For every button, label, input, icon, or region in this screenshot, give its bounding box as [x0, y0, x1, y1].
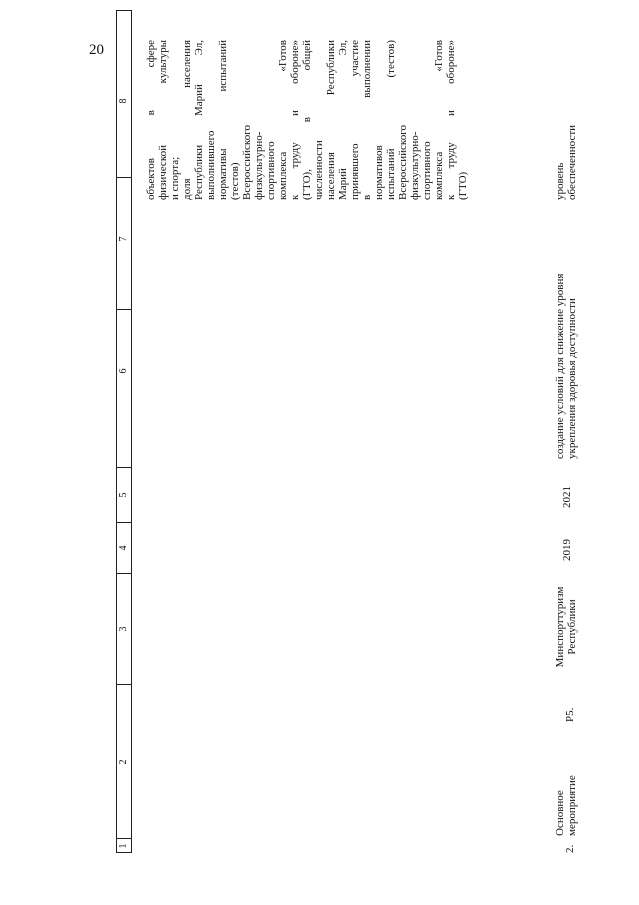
indicator-line: испытаний (тестов) — [385, 40, 397, 200]
expected-result — [554, 209, 578, 459]
indicator-line: населения Республики — [325, 40, 337, 200]
indicator-line: нормативов — [373, 145, 385, 200]
measure-name-line: мероприятие — [566, 775, 578, 836]
indicator-line: спортивного — [265, 141, 277, 200]
measure-name-line: Основное — [554, 790, 566, 836]
column-divider — [116, 177, 132, 178]
column-divider — [116, 522, 132, 523]
indicator-line: (ГТО), в общей — [301, 40, 313, 200]
indicator-line: Республики Марий Эл, — [193, 40, 205, 200]
indicator-text — [145, 40, 469, 200]
row-number: 2. — [564, 844, 576, 853]
indicator-line: физкультурно- — [253, 131, 265, 200]
indicator-line: комплекса «Готов — [433, 40, 445, 200]
column-divider — [116, 10, 132, 11]
start-year: 2019 — [561, 539, 573, 561]
column-header: 4 — [118, 545, 129, 551]
table-top-border — [116, 11, 117, 853]
indicator-line: к труду и обороне» — [445, 40, 457, 200]
column-header: 7 — [118, 236, 129, 242]
column-divider — [116, 309, 132, 310]
executor-line: Минспорттуризм — [554, 586, 566, 668]
next-indicator — [554, 125, 578, 200]
column-divider — [116, 573, 132, 574]
indicator-line: принявшего участие — [349, 40, 361, 200]
next-indicator-line: обеспеченности — [566, 124, 578, 200]
end-year: 2021 — [561, 486, 573, 508]
indicator-line: (тестов) — [229, 162, 241, 200]
column-header: 1 — [118, 843, 129, 849]
measure-name — [554, 775, 578, 836]
indicator-line: выполнившего — [205, 130, 217, 200]
indicator-line: Марий Эл, — [337, 40, 349, 200]
column-header: 6 — [118, 368, 129, 374]
indicator-line: и спорта; — [169, 156, 181, 200]
column-header: 3 — [118, 626, 129, 632]
result-line: укрепления здоровья доступности — [566, 298, 578, 459]
column-divider — [116, 467, 132, 468]
indicator-line: Всероссийского — [241, 125, 253, 200]
indicator-line: физкультурно- — [409, 131, 421, 200]
indicator-line: Всероссийского — [397, 125, 409, 200]
executor — [554, 584, 578, 670]
indicator-line: объектов в сфере — [145, 40, 157, 200]
indicator-line: комплекса «Готов — [277, 40, 289, 200]
result-line: создание условий для снижение уровня — [554, 273, 566, 459]
indicator-line: физической культуры — [157, 40, 169, 200]
page-number: 20 — [89, 42, 104, 58]
column-header: 2 — [118, 759, 129, 765]
indicator-line: нормативы испытаний — [217, 40, 229, 200]
measure-code: P5. — [564, 707, 576, 722]
header-bottom-border — [131, 11, 132, 853]
column-header: 8 — [118, 98, 129, 104]
column-header: 5 — [118, 492, 129, 498]
indicator-line: к труду и обороне» — [289, 40, 301, 200]
next-indicator-line: уровень — [554, 162, 566, 200]
executor-line: Республики — [566, 599, 578, 655]
indicator-line: доля населения — [181, 40, 193, 200]
indicator-line: численности — [313, 140, 325, 200]
indicator-line: спортивного — [421, 141, 433, 200]
column-divider — [116, 684, 132, 685]
indicator-line: в выполнении — [361, 40, 373, 200]
indicator-line: (ГТО) — [457, 171, 469, 200]
